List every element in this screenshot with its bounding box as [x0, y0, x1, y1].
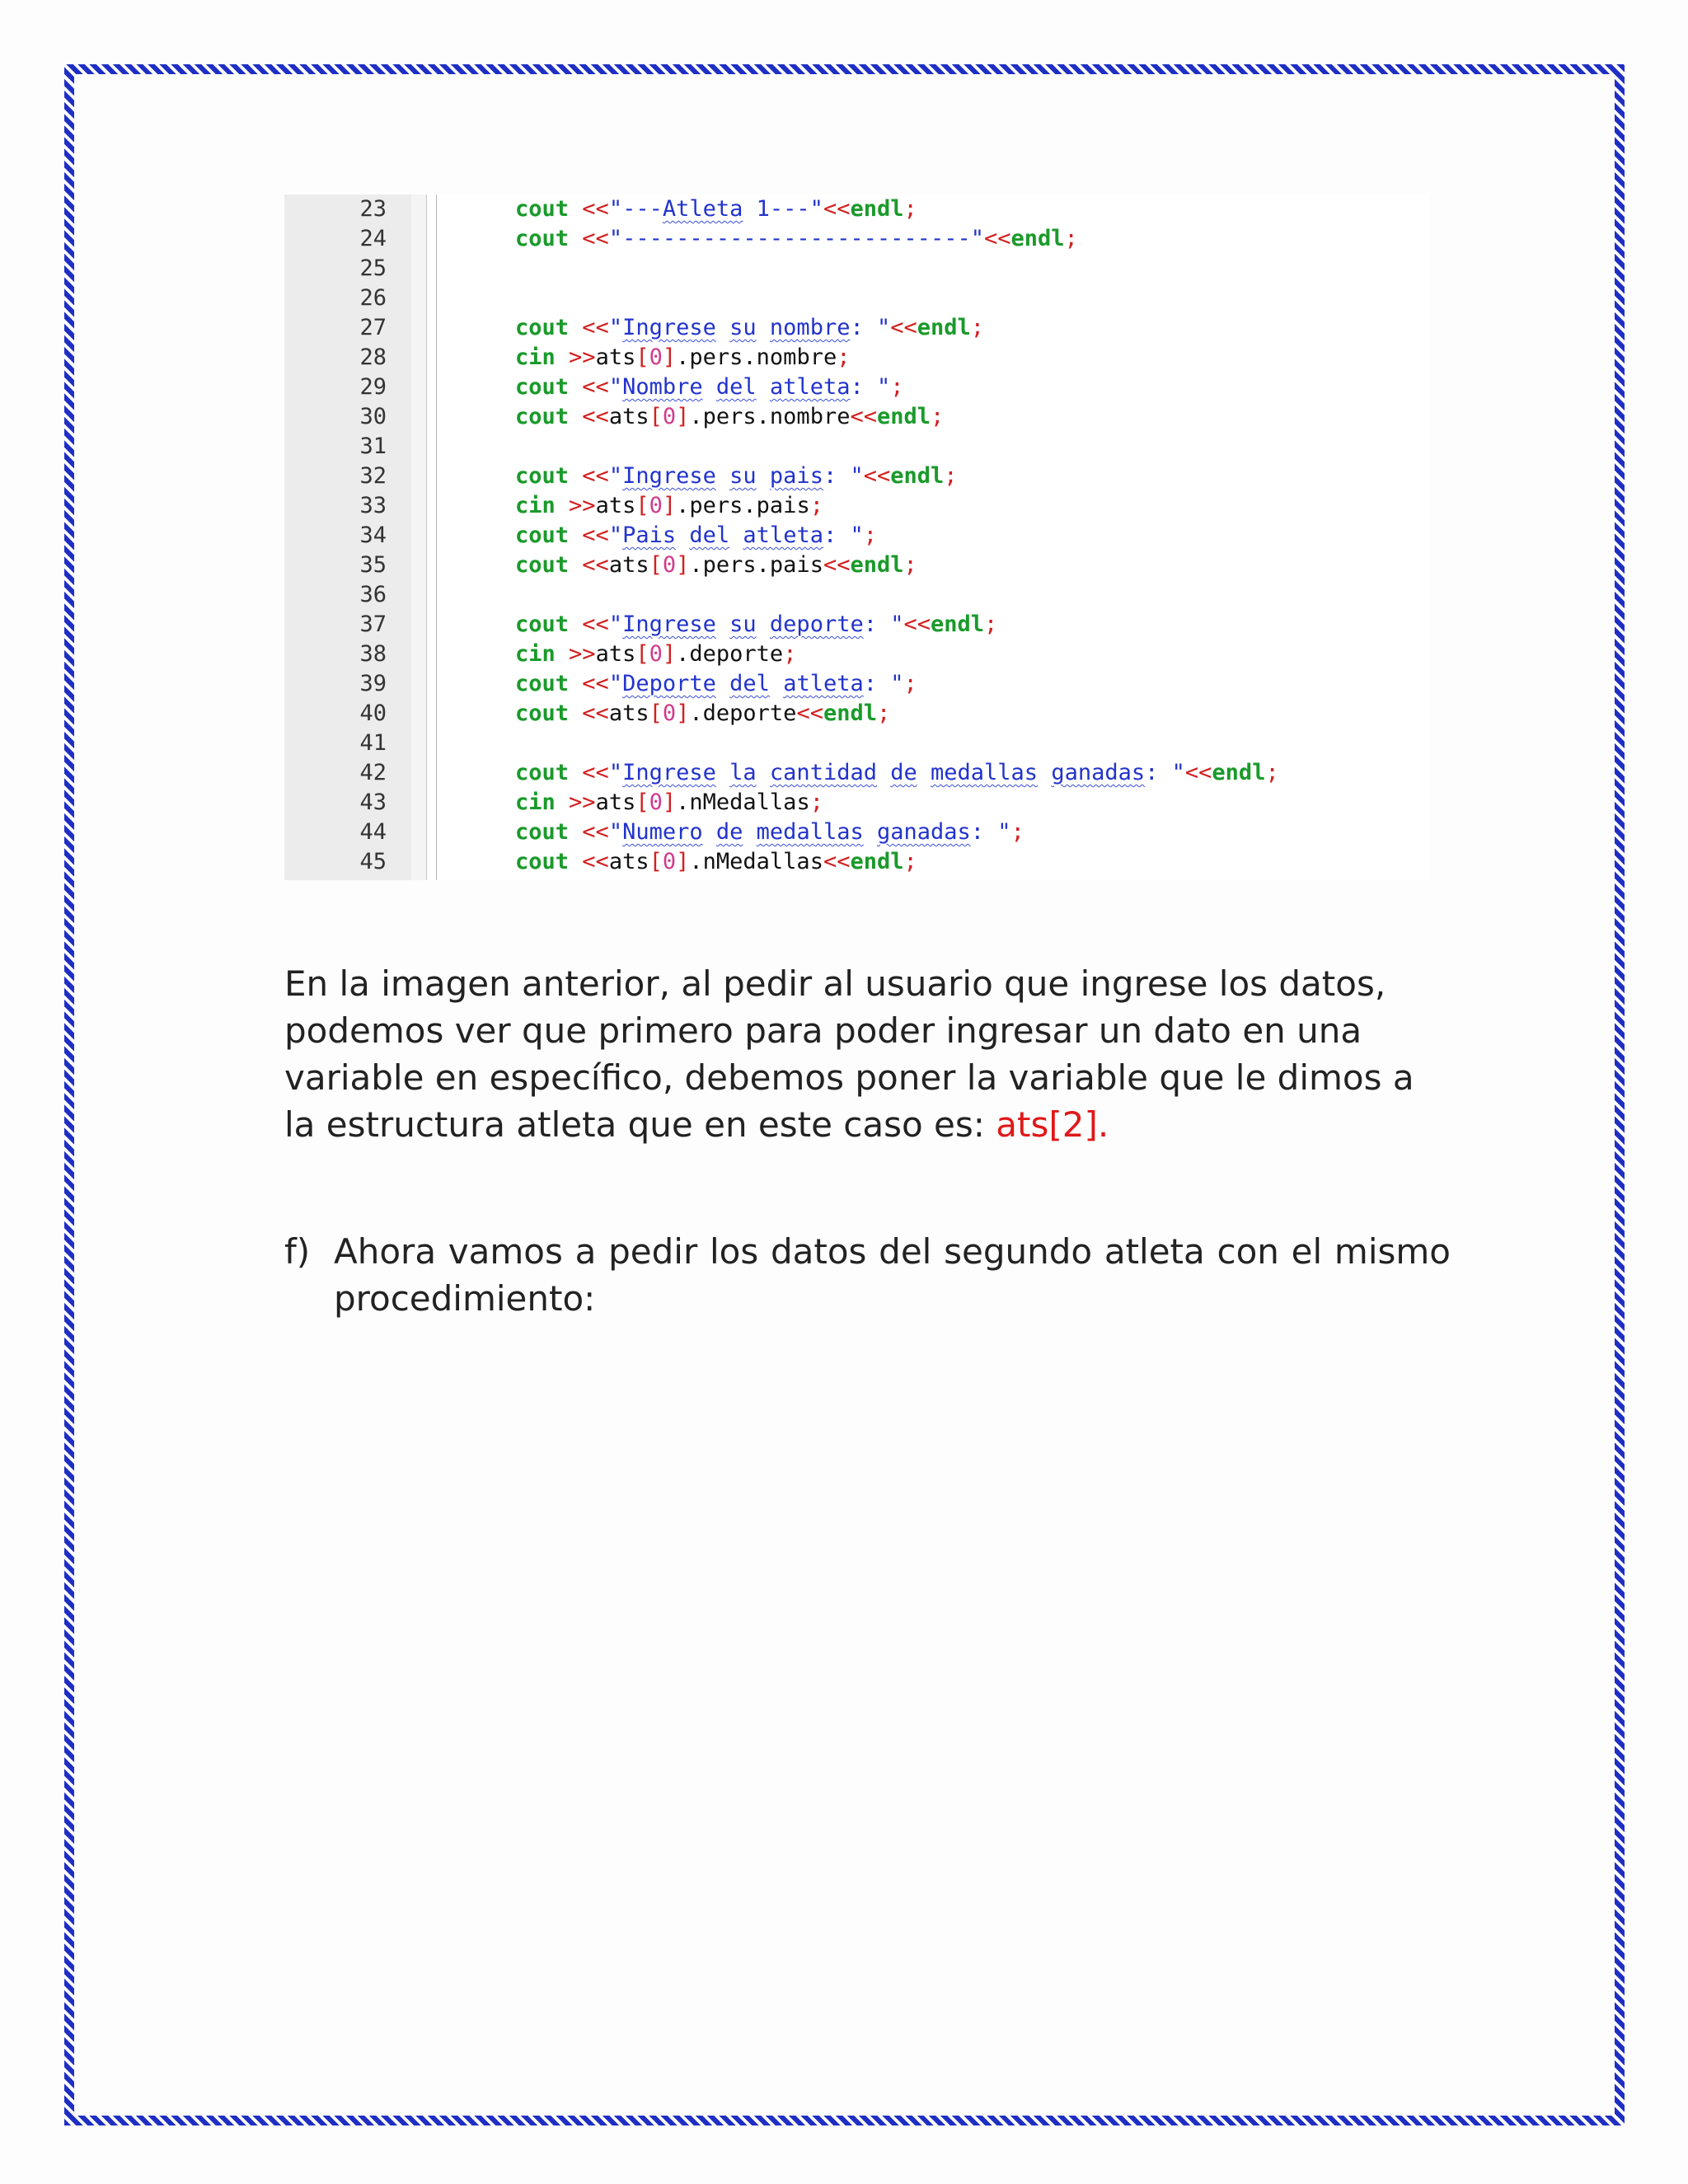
code-token: del [729, 671, 770, 696]
code-token: cout [515, 612, 570, 637]
code-token: 1---" [743, 196, 823, 222]
code-token [917, 760, 931, 785]
code-line [284, 551, 1430, 580]
line-number: 37 [359, 612, 387, 637]
code-token: endl [850, 196, 904, 222]
code-token [676, 523, 689, 548]
code-token: << [582, 671, 609, 696]
code-token: << [582, 552, 609, 578]
code-token [569, 671, 582, 696]
code-token: 0 [662, 849, 677, 874]
code-token: " [608, 819, 623, 845]
code-token: endl [876, 404, 931, 429]
code-token: endl [890, 463, 945, 489]
code-token: medallas [931, 760, 1039, 785]
code-line [284, 343, 1430, 373]
line-number: 38 [359, 641, 387, 667]
code-token: ats [595, 344, 636, 370]
code-token [716, 671, 729, 696]
code-token: 0 [649, 344, 663, 370]
line-number: 42 [359, 760, 387, 785]
code-token: " [608, 671, 623, 696]
code-token: .nMedallas [676, 790, 810, 815]
code-token: Numero [622, 819, 703, 845]
code-token: ] [662, 493, 677, 518]
code-token: ganadas [876, 819, 971, 845]
code-token: ats [595, 641, 636, 667]
code-text [515, 194, 917, 224]
code-token: ; [809, 790, 823, 815]
code-token: .deporte [676, 641, 784, 667]
code-token: ; [903, 671, 917, 696]
code-token: "--- [608, 196, 663, 222]
code-line [284, 788, 1430, 818]
code-token [757, 612, 770, 637]
code-token: cout [515, 819, 570, 845]
code-token: ats [608, 849, 649, 874]
code-token [877, 760, 890, 785]
code-line [284, 699, 1430, 729]
code-token [716, 612, 729, 637]
code-text [515, 669, 917, 699]
line-number: 41 [359, 730, 387, 756]
code-token: .pers.nombre [689, 404, 851, 429]
code-token: : " [850, 374, 891, 400]
line-number: 35 [359, 552, 387, 578]
code-token: << [582, 760, 609, 785]
code-token [556, 493, 569, 518]
line-number: 26 [359, 285, 387, 311]
code-token: ] [662, 344, 677, 370]
code-text [515, 373, 904, 402]
code-token: atleta [743, 523, 823, 548]
code-token: su [729, 315, 757, 340]
code-text [515, 402, 944, 432]
code-token: << [850, 404, 877, 429]
code-token: Nombre [622, 374, 703, 400]
code-token: endl [1010, 226, 1065, 251]
code-token [569, 701, 582, 726]
code-token [743, 819, 756, 845]
list-marker: f) [284, 1231, 311, 1272]
code-token: " [608, 315, 623, 340]
code-token: cout [515, 404, 570, 429]
line-number: 31 [359, 434, 387, 459]
code-token [703, 374, 716, 400]
code-token [703, 819, 716, 845]
code-line [284, 462, 1430, 491]
code-token: Deporte [622, 671, 716, 696]
code-token: ganadas [1051, 760, 1146, 785]
code-token [569, 463, 582, 489]
code-line [284, 580, 1430, 610]
code-token: "--------------------------" [608, 226, 984, 251]
code-token: : " [970, 819, 1011, 845]
code-text [515, 847, 917, 877]
line-number: 39 [359, 671, 387, 696]
code-text [515, 224, 1078, 254]
code-text [515, 758, 1279, 788]
code-token: endl [917, 315, 971, 340]
code-token [757, 463, 770, 489]
code-token [569, 523, 582, 548]
code-line [284, 284, 1430, 313]
code-token: de [715, 819, 743, 845]
code-token [569, 196, 582, 222]
code-token: nombre [769, 315, 851, 340]
code-text [515, 610, 997, 640]
code-token: cout [515, 552, 570, 578]
code-token [556, 790, 569, 815]
code-token: ; [903, 849, 917, 874]
code-token: pais [769, 463, 823, 489]
code-token: 0 [662, 701, 677, 726]
code-token: la [729, 760, 757, 785]
list-item-text: Ahora vamos a pedir los datos del segundo atleta con el mismo procedimiento: [334, 1231, 1451, 1319]
code-token: << [582, 612, 609, 637]
code-token: Ingrese [622, 463, 716, 489]
code-token: cout [515, 196, 570, 222]
code-token: ] [676, 404, 690, 429]
code-token: : " [863, 612, 904, 637]
code-token: cin [515, 641, 556, 667]
code-token: [ [649, 849, 663, 874]
code-token: del [689, 523, 730, 548]
code-token: << [582, 404, 609, 429]
code-token [770, 671, 783, 696]
code-token: << [582, 701, 609, 726]
code-token: ] [662, 641, 677, 667]
code-token: << [582, 315, 609, 340]
code-token: " [608, 760, 623, 785]
code-token: cantidad [769, 760, 877, 785]
line-number: 27 [359, 315, 387, 340]
code-token [569, 404, 582, 429]
code-line [284, 491, 1430, 521]
code-token: << [582, 819, 609, 845]
code-token [716, 463, 729, 489]
code-token: cout [515, 226, 570, 251]
code-token: atleta [769, 374, 851, 400]
code-token [757, 374, 770, 400]
code-token [757, 315, 770, 340]
code-token: Ingrese [622, 612, 716, 637]
code-line [284, 432, 1430, 462]
code-token: 0 [649, 641, 663, 667]
code-line [284, 610, 1430, 640]
code-token: cout [515, 315, 570, 340]
line-number: 23 [359, 196, 387, 222]
code-text [515, 521, 877, 551]
code-token: su [729, 612, 757, 637]
code-line [284, 847, 1430, 877]
code-token: " [608, 523, 623, 548]
code-token [569, 760, 582, 785]
code-token: ; [903, 196, 917, 222]
code-line [284, 521, 1430, 551]
code-token: ats [595, 493, 636, 518]
code-token: ] [676, 552, 690, 578]
code-token: endl [850, 849, 904, 874]
code-token: << [582, 849, 609, 874]
line-number: 36 [359, 582, 387, 607]
code-token: [ [635, 790, 649, 815]
code-token: : " [823, 463, 864, 489]
code-token: ; [863, 523, 878, 548]
code-line [284, 373, 1430, 402]
code-line [284, 224, 1430, 254]
code-token: Atleta [662, 196, 743, 222]
code-token: << [983, 226, 1011, 251]
code-token: atleta [783, 671, 864, 696]
line-number: 29 [359, 374, 387, 400]
code-token: ; [876, 701, 891, 726]
code-token: .nMedallas [689, 849, 823, 874]
code-text [515, 313, 984, 343]
code-text [515, 640, 796, 669]
code-line [284, 669, 1430, 699]
code-token: cout [515, 760, 570, 785]
code-line [284, 758, 1430, 788]
line-number: 30 [359, 404, 387, 429]
code-token [569, 226, 582, 251]
code-token [569, 819, 582, 845]
code-text [515, 699, 890, 729]
paragraph-text: En la imagen anterior, al pedir al usuario que ingrese los datos, podemos ver que primero para poder ingresar un dato en una variable en específico, debemos poner la variable que le dimos a la estructura atleta que en este caso es: [284, 963, 1414, 1145]
code-token [864, 819, 877, 845]
code-token: endl [823, 701, 877, 726]
code-token [556, 344, 569, 370]
code-token: cout [515, 701, 570, 726]
code-token: .pers.nombre [676, 344, 837, 370]
code-token: >> [569, 344, 596, 370]
line-number: 25 [359, 255, 387, 281]
code-token: [ [635, 493, 649, 518]
code-token: << [582, 463, 609, 489]
code-token: .pers.pais [689, 552, 823, 578]
line-number: 32 [359, 463, 387, 489]
code-text [515, 343, 850, 373]
code-text [515, 818, 1025, 847]
code-token: << [823, 849, 851, 874]
code-token: [ [649, 701, 663, 726]
code-token: << [582, 523, 609, 548]
code-token: << [863, 463, 891, 489]
code-token: << [582, 196, 609, 222]
code-token: Ingrese [622, 315, 716, 340]
code-token: cout [515, 463, 570, 489]
line-number: 28 [359, 344, 387, 370]
code-line [284, 818, 1430, 847]
code-token: cin [515, 344, 556, 370]
code-token: ] [676, 849, 690, 874]
code-token [569, 315, 582, 340]
code-token: " [608, 463, 623, 489]
line-number: 44 [359, 819, 387, 845]
code-token: ; [1010, 819, 1025, 845]
code-token: [ [649, 552, 663, 578]
code-token: ats [608, 404, 649, 429]
code-token: endl [1212, 760, 1266, 785]
code-token: << [903, 612, 931, 637]
code-token: 0 [649, 493, 663, 518]
code-token: .deporte [689, 701, 797, 726]
code-line [284, 729, 1430, 758]
code-token: ] [676, 701, 690, 726]
code-token: endl [931, 612, 985, 637]
code-token: 0 [662, 552, 677, 578]
code-text [515, 462, 958, 491]
code-text [515, 551, 917, 580]
code-token: deporte [769, 612, 864, 637]
explanation-paragraph [284, 960, 1455, 1148]
line-number: 45 [359, 849, 387, 874]
code-token: ; [1265, 760, 1279, 785]
code-token [757, 760, 770, 785]
code-token: medallas [756, 819, 864, 845]
code-token: cout [515, 849, 570, 874]
code-token [556, 641, 569, 667]
code-token: ; [931, 404, 945, 429]
line-number: 43 [359, 790, 387, 815]
code-token: ; [783, 641, 797, 667]
code-token: : " [850, 315, 891, 340]
code-token: " [608, 374, 623, 400]
code-line [284, 313, 1430, 343]
code-token: >> [569, 641, 596, 667]
code-token: << [823, 552, 851, 578]
code-token: << [582, 226, 609, 251]
code-text [515, 788, 823, 818]
code-token: ats [608, 552, 649, 578]
code-token: cin [515, 493, 556, 518]
code-token: [ [635, 344, 649, 370]
code-token: endl [850, 552, 904, 578]
line-number: 34 [359, 523, 387, 548]
code-token [569, 374, 582, 400]
code-token: [ [649, 404, 663, 429]
code-token: : " [1145, 760, 1185, 785]
code-token: 0 [662, 404, 677, 429]
code-token: ; [809, 493, 823, 518]
code-token: >> [569, 790, 596, 815]
code-token: << [890, 315, 917, 340]
code-token: .pers.pais [676, 493, 810, 518]
code-token: ats [608, 701, 649, 726]
code-token [569, 612, 582, 637]
code-token [569, 849, 582, 874]
code-token: << [1184, 760, 1212, 785]
code-line [284, 194, 1430, 224]
code-token: Ingrese [622, 760, 716, 785]
code-token: ; [1064, 226, 1078, 251]
code-token: ; [984, 612, 998, 637]
code-token: cin [515, 790, 556, 815]
code-token: ats [595, 790, 636, 815]
code-line [284, 254, 1430, 284]
code-token: ; [970, 315, 985, 340]
code-token: de [890, 760, 917, 785]
code-token: >> [569, 493, 596, 518]
code-token: ; [890, 374, 904, 400]
code-token: ; [903, 552, 917, 578]
code-token [569, 552, 582, 578]
code-token: << [796, 701, 823, 726]
code-text [515, 491, 823, 521]
code-token: ] [662, 790, 677, 815]
code-token: ; [944, 463, 958, 489]
code-token: [ [635, 641, 649, 667]
code-token: 0 [649, 790, 663, 815]
code-token: Pais [622, 523, 677, 548]
code-token [716, 315, 729, 340]
code-token: << [582, 374, 609, 400]
line-number: 40 [359, 701, 387, 726]
code-token: del [715, 374, 757, 400]
code-token: << [823, 196, 851, 222]
line-number: 33 [359, 493, 387, 518]
code-token [729, 523, 743, 548]
code-token: cout [515, 374, 570, 400]
code-token: su [729, 463, 757, 489]
code-token: : " [823, 523, 864, 548]
line-number: 24 [359, 226, 387, 251]
code-token [716, 760, 729, 785]
code-token [1038, 760, 1051, 785]
code-screenshot [284, 194, 1430, 880]
code-token: : " [863, 671, 904, 696]
highlight-variable: ats[2]. [996, 1104, 1109, 1145]
code-token: cout [515, 523, 570, 548]
code-token: " [608, 612, 623, 637]
code-token: ; [837, 344, 851, 370]
code-line [284, 402, 1430, 432]
code-line [284, 640, 1430, 669]
code-token: cout [515, 671, 570, 696]
